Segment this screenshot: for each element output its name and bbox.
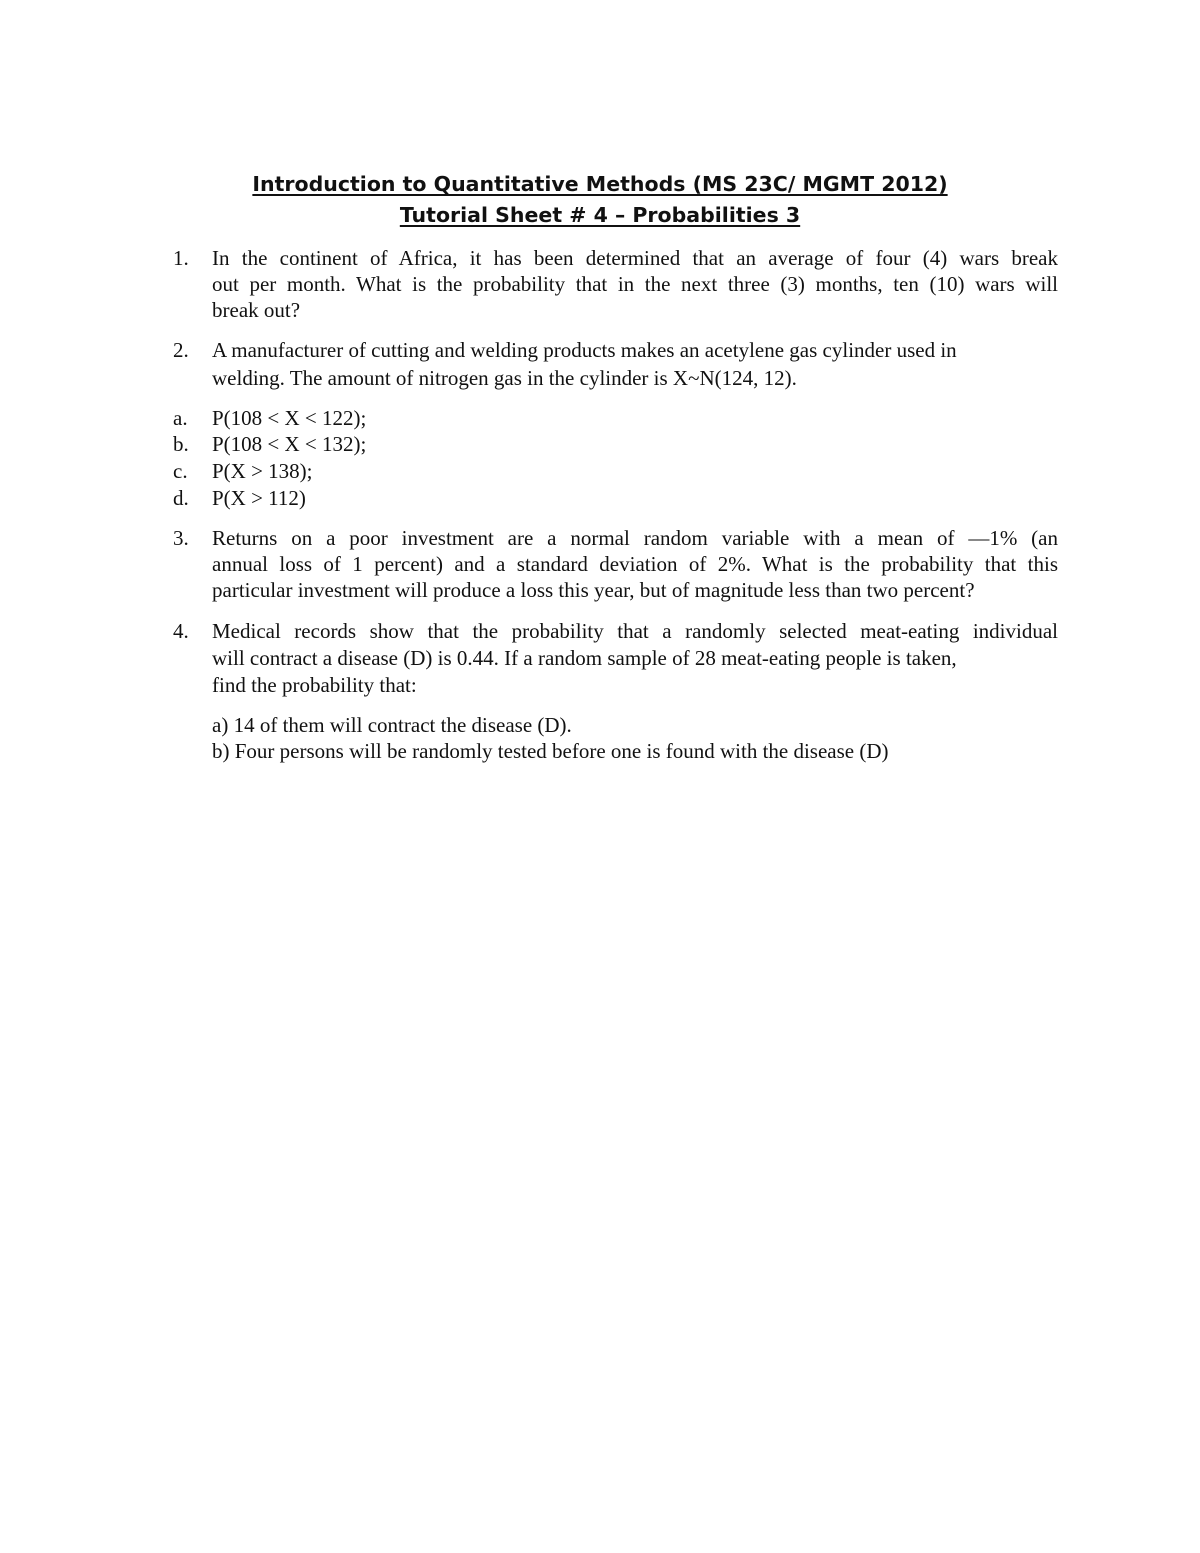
part-item xyxy=(212,712,572,738)
question-number: 2. xyxy=(173,338,189,362)
question-line: Medical records show that the probability that a randomly selected meat-eating individual xyxy=(212,619,1058,643)
part-text: Four persons will be randomly tested before one is found with the disease (D) xyxy=(234,739,889,763)
question-line: out per month. What is the probability that in the next three (3) months, ten (10) wars will xyxy=(212,272,1058,296)
part-item xyxy=(212,738,889,764)
question-line: will contract a disease (D) is 0.44. If a random sample of 28 meat-eating people is taken, xyxy=(212,646,957,670)
part-text: P(X > 138); xyxy=(212,459,313,483)
question-line: In the continent of Africa, it has been determined that an average of four (4) wars break xyxy=(212,246,1058,270)
question-line: A manufacturer of cutting and welding products makes an acetylene gas cylinder used in xyxy=(212,338,957,362)
part-label: b) xyxy=(212,739,230,763)
part-text: P(108 < X < 132); xyxy=(212,432,367,456)
question-line: break out? xyxy=(212,298,301,322)
question-line: Returns on a poor investment are a normal random variable with a mean of —1% (an xyxy=(212,526,1058,550)
question-line: welding. The amount of nitrogen gas in the cylinder is X~N(124, 12). xyxy=(212,366,797,390)
question-line: particular investment will produce a loss this year, but of magnitude less than two percent? xyxy=(212,578,975,602)
part-label: d. xyxy=(173,486,189,510)
part-label: a. xyxy=(173,406,188,430)
question-number: 4. xyxy=(173,619,189,643)
question-line: annual loss of 1 percent) and a standard deviation of 2%. What is the probability that this xyxy=(212,552,1058,576)
part-text: P(X > 112) xyxy=(212,486,306,510)
document-subtitle: Tutorial Sheet # 4 – Probabilities 3 xyxy=(399,203,801,227)
question-line: find the probability that: xyxy=(212,673,417,697)
part-label: b. xyxy=(173,432,189,456)
part-text: 14 of them will contract the disease (D). xyxy=(233,713,572,737)
question-number: 1. xyxy=(173,246,189,270)
document-title: Introduction to Quantitative Methods (MS 23C/ MGMT 2012) xyxy=(252,172,948,196)
question-number: 3. xyxy=(173,526,189,550)
part-label: c. xyxy=(173,459,188,483)
part-text: P(108 < X < 122); xyxy=(212,406,367,430)
part-label: a) xyxy=(212,713,229,737)
